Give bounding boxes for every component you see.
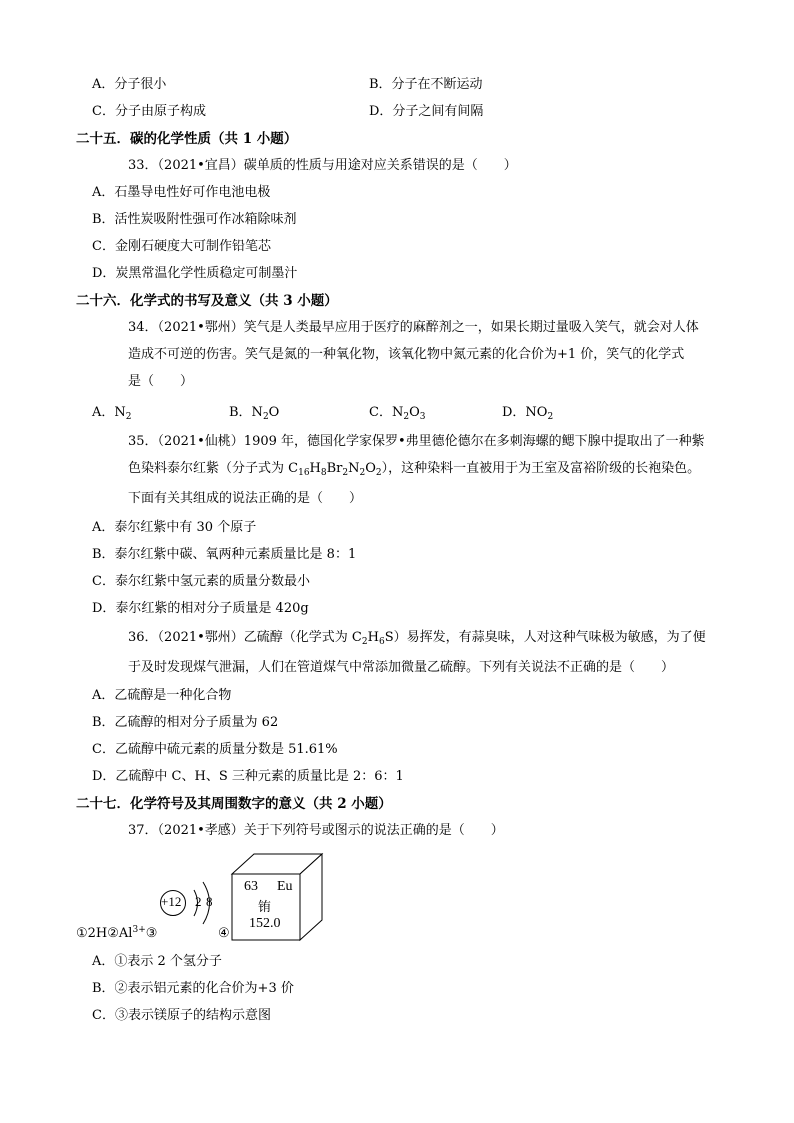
section-heading-27: 二十七．化学符号及其周围数字的意义（共 2 小题）	[76, 796, 392, 812]
question-35-stem-1: 35．（2021•仙桃）1909 年，德国化学家保罗•弗里德伦德尔在多刺海螺的鳃下腺中提取出了一种紫	[128, 434, 705, 449]
q36-option-a: A．乙硫醇是一种化合物	[92, 688, 232, 703]
q37-option-b: B．②表示铝元素的化合价为+3 价	[92, 981, 294, 996]
q33-option-c: C．金刚石硬度大可制作铅笔芯	[92, 239, 271, 254]
q36-option-c: C．乙硫醇中硫元素的质量分数是 51.61%	[92, 742, 338, 757]
q34-option-c: C．$N_2O_3$	[369, 405, 426, 422]
question-35-stem-3: 下面有关其组成的说法正确的是（ ）	[128, 491, 363, 506]
section-heading-26: 二十六．化学式的书写及意义（共 3 小题）	[76, 293, 338, 309]
q36-option-d: D．乙硫醇中 C、H、S 三种元素的质量比是 2：6：1	[92, 769, 404, 784]
question-34-stem-2: 造成不可逆的伤害。笑气是氮的一种氧化物，该氧化物中氮元素的化合价为+1 价，笑气的化学式	[128, 347, 685, 362]
q35-option-c: C．泰尔红紫中氢元素的质量分数最小	[92, 574, 310, 589]
nucleus-charge: +12	[161, 894, 182, 909]
q34-option-a: A．$N_2$	[92, 405, 132, 422]
q35-option-a: A．泰尔红紫中有 30 个原子	[92, 520, 257, 535]
question-37-stem: 37．（2021•孝感）关于下列符号或图示的说法正确的是（ ）	[128, 823, 504, 838]
q37-option-a: A．①表示 2 个氢分子	[92, 954, 222, 969]
q37-option-c: C．③表示镁原子的结构示意图	[92, 1008, 271, 1023]
atomic-mass: 152.0	[249, 916, 281, 931]
shell-2-electrons: 8	[206, 894, 213, 909]
q35-option-d: D．泰尔红紫的相对分子质量是 420g	[92, 601, 309, 616]
figure-mark-4: ④	[218, 926, 230, 941]
option-c: C．分子由原子构成	[92, 104, 206, 119]
question-36-stem-2: 于及时发现煤气泄漏，人们在管道煤气中常添加微量乙硫醇。下列有关说法不正确的是（ ）	[128, 660, 675, 675]
question-36-stem-1: 36．（2021•鄂州）乙硫醇（化学式为 $C_2H_6S$）易挥发，有蒜臭味，人对这种气味极为敏感，为了便	[128, 630, 706, 647]
q34-option-d: D．$NO_2$	[502, 405, 554, 422]
q34-option-b: B．$N_2O$	[229, 405, 280, 422]
option-b: B．分子在不断运动	[369, 77, 483, 92]
q35-option-b: B．泰尔红紫中碳、氧两种元素质量比是 8：1	[92, 547, 357, 562]
question-33-stem: 33．（2021•宜昌）碳单质的性质与用途对应关系错误的是（ ）	[128, 158, 517, 173]
symbol-labels: $①2H②Al^{3+}③$	[76, 925, 158, 941]
q33-option-b: B．活性炭吸附性强可作冰箱除味剂	[92, 212, 297, 227]
option-d: D．分子之间有间隔	[369, 104, 484, 119]
section-heading-25: 二十五．碳的化学性质（共 1 小题）	[76, 131, 298, 147]
q36-option-b: B．乙硫醇的相对分子质量为 62	[92, 715, 279, 730]
option-a: A．分子很小	[92, 77, 167, 92]
question-34-stem-3: 是（ ）	[128, 374, 194, 389]
element-symbol: Eu	[277, 879, 293, 894]
element-name: 铕	[258, 900, 272, 915]
atomic-number: 63	[244, 879, 258, 894]
question-35-stem-2: 色染料泰尔红紫（分子式为 $C_{16}H_8Br_2N_2O_2$），这种染料一直被用于为王室及富裕阶级的长袍染色。	[128, 461, 701, 478]
q33-option-a: A．石墨导电性好可作电池电极	[92, 185, 271, 200]
shell-1-electrons: 2	[195, 894, 202, 909]
q33-option-d: D．炭黑常温化学性质稳定可制墨汁	[92, 266, 298, 281]
question-34-stem-1: 34．（2021•鄂州）笑气是人类最早应用于医疗的麻醉剂之一，如果长期过量吸入笑气，就会对人体	[128, 320, 699, 335]
